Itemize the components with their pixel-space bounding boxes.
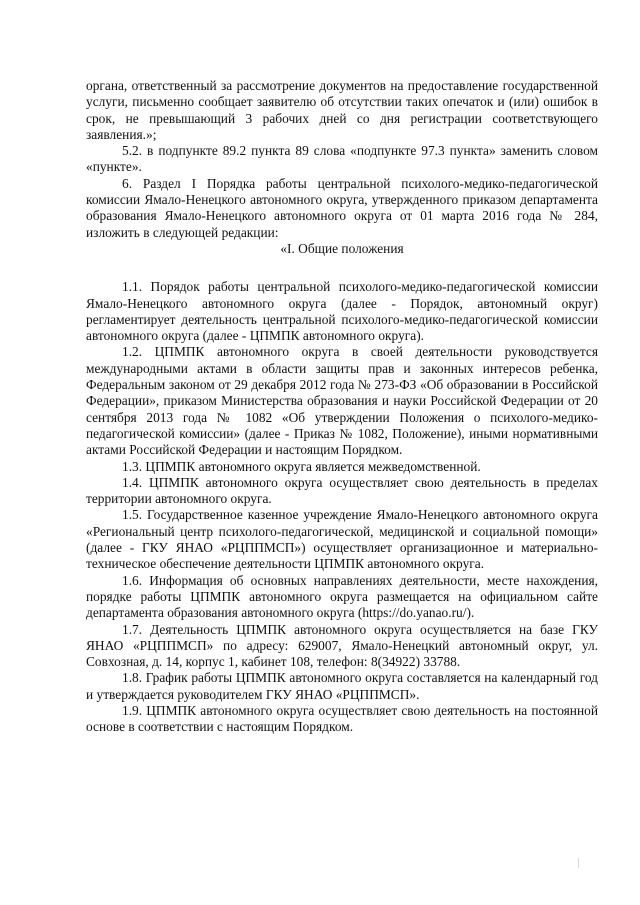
paragraph-continuation: органа, ответственный за рассмотрение документов на предоставление государственной услуги, письменно сообщает заявителю об отсутствии таких опечаток и (или) ошибок в срок, не превышающий 3 рабочих дней со дня регистрации соответствующего заявления.»; bbox=[86, 78, 598, 142]
paragraph-1-5: 1.5. Государственное казенное учреждение Ямало-Ненецкого автономного округа «Региональный центр психолого-педагогической, медицинской и социальной помощи» (далее - ГКУ ЯНАО «РЦППМСП») осуществляет организационное и материально-техническое обеспечение деятельности ЦПМПК автономного округа. bbox=[86, 507, 598, 572]
paragraph-5-2: 5.2. в подпункте 89.2 пункта 89 слова «подпункте 97.3 пункта» заменить словом «пункте». bbox=[86, 143, 598, 175]
paragraph-1-8: 1.8. График работы ЦПМПК автономного округа составляется на календарный год и утверждается руководителем ГКУ ЯНАО «РЦППМСП». bbox=[86, 670, 598, 702]
scan-mark bbox=[578, 858, 579, 868]
paragraph-1-4: 1.4. ЦПМПК автономного округа осуществляет свою деятельность в пределах территории автономного округа. bbox=[86, 474, 598, 507]
paragraph-6: 6. Раздел I Порядка работы центральной психолого-медико-педагогической комиссии Ямало-Ненецкого автономного округа, утвержденного приказом департамента образования Ямало-Ненецкого автономного округа от 01 марта 2016 года № 284, изложить в следующей редакции: bbox=[86, 175, 598, 240]
paragraph-1-7: 1.7. Деятельность ЦПМПК автономного округа осуществляется на базе ГКУ ЯНАО «РЦППМСП» по адресу: 629007, Ямало-Ненецкий автономный округ, ул. Совхозная, д. 14, корпус 1, кабинет 108, телефон: 8(34922) 33788. bbox=[86, 621, 598, 670]
paragraph-1-9: 1.9. ЦПМПК автономного округа осуществляет свою деятельность на постоянной основе в соответствии с настоящим Порядком. bbox=[86, 702, 598, 735]
paragraph-1-3: 1.3. ЦПМПК автономного округа является межведомственной. bbox=[122, 458, 481, 474]
document-page bbox=[86, 78, 598, 736]
paragraph-1-6: 1.6. Информация об основных направлениях деятельности, месте нахождения, порядке работы ЦПМПК автономного округа размещается на официальном сайте департамента образования автономного округа (https://do.yanao.ru/). bbox=[86, 572, 598, 621]
paragraph-1-1: 1.1. Порядок работы центральной психолого-медико-педагогической комиссии Ямало-Ненецкого автономного округа (далее - Порядок, автономный округ) регламентирует деятельность центральной психолого-медико-педагогической комиссии автономного округа (далее - ЦПМПК автономного округа). bbox=[86, 279, 598, 344]
paragraph-1-2: 1.2. ЦПМПК автономного округа в своей деятельности руководствуется международными актами в области защиты прав и законных интересов ребенка, Федеральным законом от 29 декабря 2012 года № 273-ФЗ «Об образовании в Российской Федерации», приказом Министерства образования и науки Российской Федерации от 20 сентября 2013 года № 1082 «Об утверждении Положения о психолого-медико-педагогической комиссии» (далее - Приказ № 1082, Положение), иными нормативными актами Российской Федерации и настоящим Порядком. bbox=[86, 344, 598, 458]
section-heading: «I. Общие положения bbox=[280, 240, 404, 256]
